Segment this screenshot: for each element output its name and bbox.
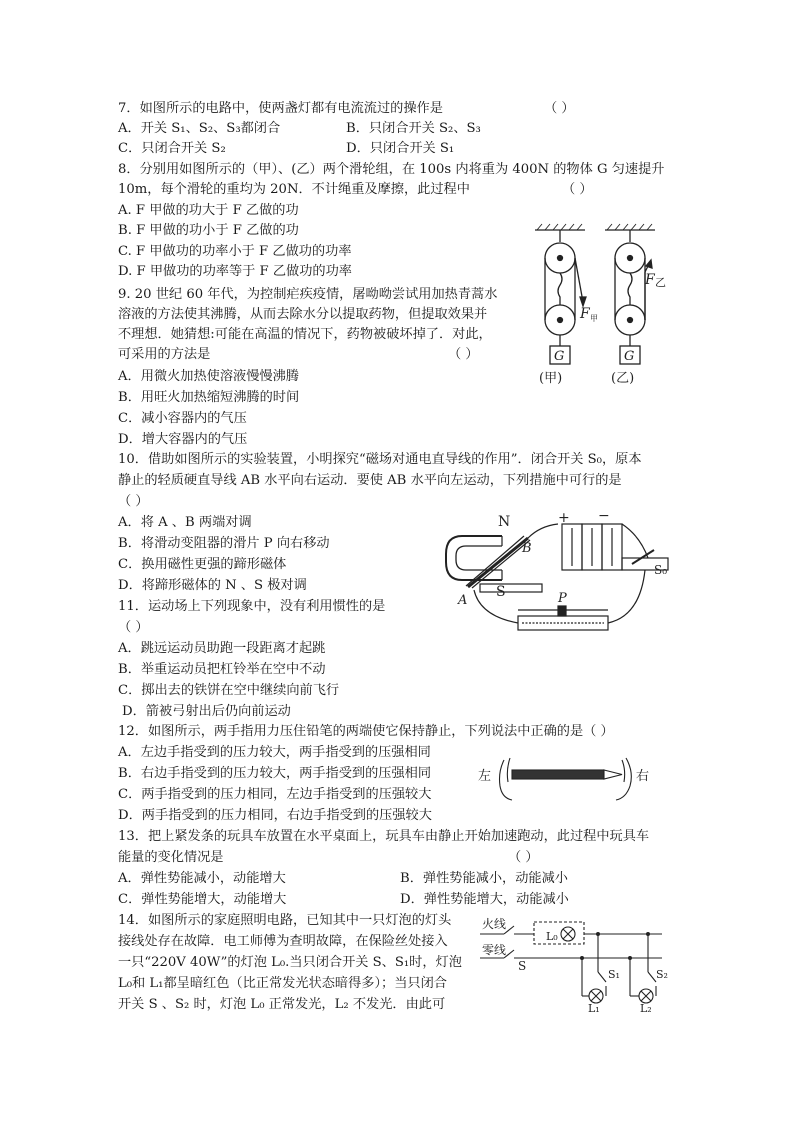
battery-minus-label: − — [598, 508, 610, 524]
live-wire-label: 火线 — [482, 917, 507, 931]
weight-label-left: G — [554, 349, 565, 364]
q10-option-a: A．将 A 、B 两端对调 — [118, 515, 252, 530]
force-label-jia: F — [580, 306, 590, 322]
q9-option-d: D．增大容器内的气压 — [118, 432, 248, 447]
pole-s-label: S — [496, 584, 506, 600]
q7-option-a: A．开关 S₁、S₂、S₃都闭合 — [118, 121, 281, 136]
switch-s2-label: S₂ — [656, 968, 668, 981]
q9-stem-line3: 不理想．她猜想:可能在高温的情况下，药物被破坏掉了．对此， — [118, 327, 492, 342]
horseshoe-magnet — [446, 536, 502, 580]
q9-option-a: A．用微火加热使溶液慢慢沸腾 — [118, 369, 299, 384]
q14-stem-line3: 一只“220V 40W”的灯泡 L₀.当只闭合开关 S、S₁时，灯泡 — [118, 955, 462, 970]
force-sub-jia: 甲 — [590, 314, 598, 323]
q14-stem-line1: 14．如图所示的家庭照明电路，已知其中一只灯泡的灯头 — [118, 913, 452, 928]
q12-option-d: D．两手指受到的压力相同，右边手指受到的压强较大 — [118, 808, 432, 823]
pencil-body — [512, 770, 604, 779]
q11-option-d: D．箭被弓射出后仍向前运动 — [122, 704, 291, 719]
bulb-l1-label: L₁ — [588, 1002, 600, 1012]
q7-answer-paren: （ ） — [544, 101, 575, 116]
battery-plus-label: + — [558, 510, 570, 526]
q7-option-d: D．只闭合开关 S₁ — [346, 141, 455, 156]
slider-p-label: P — [558, 591, 567, 606]
q13-answer-paren: （ ） — [508, 850, 539, 865]
q11-answer-paren: （ ） — [118, 620, 149, 635]
q10-option-c: C．换用磁性更强的蹄形磁体 — [118, 557, 287, 572]
fuse-box — [534, 922, 584, 944]
right-label: 右 — [636, 769, 650, 784]
q10-answer-paren: （ ） — [118, 494, 149, 509]
pulley-figure — [525, 222, 685, 390]
q12-stem: 12．如图所示，两手指用力压住铅笔的两端使它保持静止，下列说法中正确的是（ ） — [118, 724, 614, 739]
q11-option-a: A．跳远运动员助跑一段距离才起跳 — [118, 641, 326, 656]
q10-stem-line2: 静止的轻质硬直导线 AB 水平向右运动．要使 AB 水平向左运动，下列措施中可行的是 — [118, 473, 622, 488]
neutral-wire-label: 零线 — [482, 943, 507, 957]
force-sub-yi: 乙 — [655, 276, 666, 289]
switch-s1-label: S₁ — [608, 968, 620, 981]
q8-stem-line2: 10m，每个滑轮的重均为 20N．不计绳重及摩擦，此过程中 — [118, 182, 470, 197]
q11-option-c: C．掷出去的铁饼在空中继续向前飞行 — [118, 683, 340, 698]
q13-option-c: C．弹性势能增大，动能增大 — [118, 892, 287, 907]
rheostat — [518, 616, 608, 630]
q13-stem-line1: 13．把上紧发条的玩具车放置在水平桌面上，玩具车由静止开始加速跑动，此过程中玩具车 — [118, 829, 650, 844]
q10-option-d: D．将蹄形磁体的 N 、S 极对调 — [118, 578, 307, 593]
q9-option-c: C．减小容器内的气压 — [118, 411, 247, 426]
left-finger — [500, 760, 513, 800]
q9-stem-line2: 溶液的方法使其沸腾，从而去除水分以提取药物，但提取效果并 — [118, 307, 488, 322]
q7-option-b: B．只闭合开关 S₂、S₃ — [346, 121, 481, 136]
q13-option-b: B．弹性势能减小，动能减小 — [400, 871, 568, 886]
q14-stem-line5: 开关 S 、S₂ 时，灯泡 L₀ 正常发光，L₂ 不发光．由此可 — [118, 997, 446, 1012]
magnet-apparatus-figure — [440, 506, 680, 644]
l0-label: L₀ — [546, 930, 558, 943]
q9-option-b: B．用旺火加热缩短沸腾的时间 — [118, 390, 300, 405]
q8-option-c: C. F 甲做功的功率小于 F 乙做功的功率 — [118, 244, 352, 259]
q10-option-b: B．将滑动变阻器的滑片 P 向右移动 — [118, 536, 330, 551]
q11-stem: 11．运动场上下列现象中，没有利用惯性的是 — [118, 599, 386, 614]
q8-option-b: B. F 甲做的功小于 F 乙做的功 — [118, 223, 299, 238]
q10-stem-line1: 10．借助如图所示的实验装置，小明探究“磁场对通电直导线的作用”．闭合开关 S₀，原本 — [118, 452, 642, 467]
left-label: 左 — [478, 769, 492, 784]
q7-option-c: C．只闭合开关 S₂ — [118, 141, 226, 156]
weight-label-right: G — [624, 349, 635, 364]
household-circuit-figure — [478, 912, 668, 1012]
q13-option-a: A．弹性势能减小，动能增大 — [118, 871, 286, 886]
pole-n-label: N — [498, 514, 511, 530]
pencil-fingers-figure — [476, 752, 652, 804]
switch-s0-label: S₀ — [654, 563, 668, 577]
switch-s-label: S — [518, 959, 527, 973]
q13-option-d: D．弹性势能增大，动能减小 — [400, 892, 569, 907]
end-a-label: A — [458, 593, 468, 608]
q12-option-c: C．两手指受到的压力相同，左边手指受到的压强较大 — [118, 787, 432, 802]
q9-stem-line4: 可采用的方法是 — [118, 347, 211, 362]
q8-option-d: D. F 甲做功的功率等于 F 乙做功的功率 — [118, 264, 352, 279]
bulb-l2-label: L₂ — [640, 1002, 652, 1012]
q13-stem-line2: 能量的变化情况是 — [118, 850, 224, 865]
rheostat-slider — [558, 606, 566, 616]
q7-stem: 7．如图所示的电路中，使两盏灯都有电流流过的操作是 — [118, 101, 443, 116]
end-b-label: B — [522, 541, 532, 556]
caption-jia: (甲) — [539, 371, 563, 386]
q8-option-a: A. F 甲做的功大于 F 乙做的功 — [118, 203, 299, 218]
q12-option-b: B．右边手指受到的压力较大，两手指受到的压强相同 — [118, 766, 432, 781]
force-label-yi: F — [645, 272, 655, 288]
q12-option-a: A．左边手指受到的压力较大，两手指受到的压强相同 — [118, 745, 431, 760]
q14-stem-line4: L₀和 L₁都呈暗红色（比正常发光状态暗得多）；当只闭合 — [118, 976, 447, 991]
magnet-base — [480, 584, 542, 592]
q14-stem-line2: 接线处存在故障．电工师傅为查明故障，在保险丝处接入 — [118, 934, 448, 949]
q8-stem-line1: 8．分别用如图所示的（甲）、(乙）两个滑轮组，在 100s 内将重为 400N 的物体 G 匀速提升 — [118, 162, 665, 177]
q11-option-b: B．举重运动员把杠铃举在空中不动 — [118, 662, 326, 677]
q9-stem-line1: 9. 20 世纪 60 年代，为控制疟疾疫情，屠呦呦尝试用加热青蒿水 — [118, 287, 498, 302]
caption-yi: (乙) — [611, 371, 635, 386]
q9-answer-paren: （ ） — [448, 347, 479, 362]
q8-answer-paren: （ ） — [562, 182, 593, 197]
